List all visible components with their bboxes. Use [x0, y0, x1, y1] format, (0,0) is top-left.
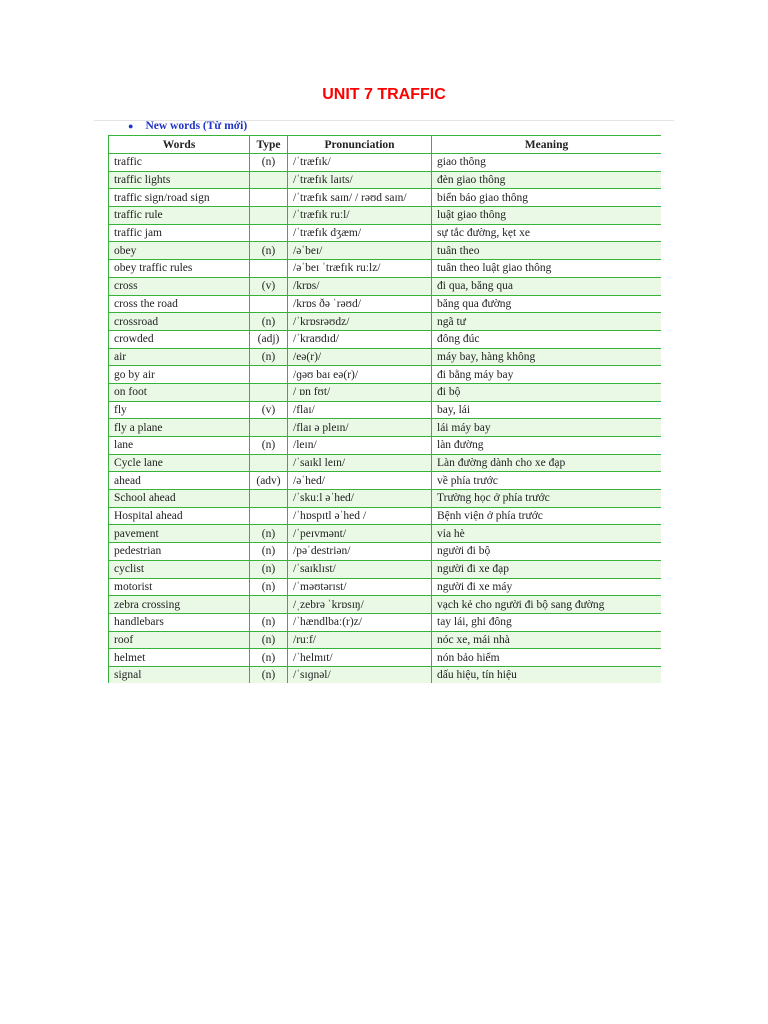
cell-type: (n) [250, 649, 288, 667]
table-row [109, 401, 662, 419]
cell-pronunciation: /ˈtræfɪk dʒæm/ [288, 224, 432, 242]
table-row [109, 437, 662, 455]
cell-pronunciation: /krɒs/ [288, 277, 432, 295]
cell-meaning: làn đường [432, 437, 662, 455]
header-words: Words [109, 136, 250, 154]
cell-word: helmet [109, 649, 250, 667]
cell-pronunciation: /ˈsɪɡnəl/ [288, 666, 432, 683]
cell-pronunciation: /ˈskuːl əˈhed/ [288, 490, 432, 508]
cell-type: (n) [250, 578, 288, 596]
cell-pronunciation: /pəˈdestriən/ [288, 543, 432, 561]
cell-word: pedestrian [109, 543, 250, 561]
table-row [109, 171, 662, 189]
cell-pronunciation: /ˈhɒspɪtl əˈhed / [288, 507, 432, 525]
cell-word: fly a plane [109, 419, 250, 437]
cell-type: (n) [250, 525, 288, 543]
cell-word: motorist [109, 578, 250, 596]
cell-meaning: về phía trước [432, 472, 662, 490]
table-row [109, 224, 662, 242]
header-type: Type [250, 136, 288, 154]
cell-type: (adj) [250, 330, 288, 348]
cell-meaning: đi bằng máy bay [432, 366, 662, 384]
cell-type: (n) [250, 560, 288, 578]
cell-pronunciation: /ˈhændlbaː(r)z/ [288, 613, 432, 631]
cell-type [250, 383, 288, 401]
cell-type: (n) [250, 313, 288, 331]
cell-meaning: người đi xe máy [432, 578, 662, 596]
cell-type: (v) [250, 401, 288, 419]
cell-word: signal [109, 666, 250, 683]
cell-meaning: luật giao thông [432, 207, 662, 225]
cell-word: crossroad [109, 313, 250, 331]
table-row [109, 596, 662, 614]
table-row [109, 649, 662, 667]
table-row [109, 154, 662, 172]
cell-type [250, 224, 288, 242]
table-row [109, 666, 662, 683]
cell-meaning: ngã tư [432, 313, 662, 331]
cell-pronunciation: /ɡəʊ baɪ eə(r)/ [288, 366, 432, 384]
table-body [109, 154, 662, 684]
cell-word: traffic sign/road sign [109, 189, 250, 207]
cell-word: Cycle lane [109, 454, 250, 472]
header-meaning: Meaning [432, 136, 662, 154]
cell-meaning: đi qua, băng qua [432, 277, 662, 295]
cell-type [250, 454, 288, 472]
cell-word: fly [109, 401, 250, 419]
cell-word: School ahead [109, 490, 250, 508]
cell-type: (n) [250, 242, 288, 260]
table-row [109, 383, 662, 401]
cell-meaning: sự tắc đường, kẹt xe [432, 224, 662, 242]
cell-type: (v) [250, 277, 288, 295]
cell-pronunciation: /eə(r)/ [288, 348, 432, 366]
table-row [109, 578, 662, 596]
cell-meaning: bay, lái [432, 401, 662, 419]
table-row [109, 560, 662, 578]
cell-word: cross [109, 277, 250, 295]
cell-meaning: nón bảo hiểm [432, 649, 662, 667]
cell-word: traffic lights [109, 171, 250, 189]
cell-meaning: Trường học ở phía trước [432, 490, 662, 508]
cell-pronunciation: /leɪn/ [288, 437, 432, 455]
table-row [109, 525, 662, 543]
table-row [109, 419, 662, 437]
table-header-row [109, 136, 662, 154]
cell-word: lane [109, 437, 250, 455]
cell-pronunciation: /ˈtræfɪk/ [288, 154, 432, 172]
cell-pronunciation: /əˈhed/ [288, 472, 432, 490]
cell-pronunciation: /flaɪ ə pleɪn/ [288, 419, 432, 437]
header-pronunciation: Pronunciation [288, 136, 432, 154]
cell-pronunciation: /krɒs ðə ˈrəʊd/ [288, 295, 432, 313]
cell-type [250, 596, 288, 614]
cell-pronunciation: /əˈbeɪ/ [288, 242, 432, 260]
cell-pronunciation: /ˈsaɪklɪst/ [288, 560, 432, 578]
table-row [109, 613, 662, 631]
cell-meaning: vỉa hè [432, 525, 662, 543]
cell-word: air [109, 348, 250, 366]
cell-word: obey [109, 242, 250, 260]
cell-type [250, 171, 288, 189]
cell-type: (n) [250, 154, 288, 172]
cell-pronunciation: /ˈkrɒsrəʊdz/ [288, 313, 432, 331]
cell-meaning: nóc xe, mái nhà [432, 631, 662, 649]
cell-pronunciation: /ˈhelmɪt/ [288, 649, 432, 667]
table-row [109, 277, 662, 295]
table-row [109, 543, 662, 561]
cell-word: crowded [109, 330, 250, 348]
cell-type: (n) [250, 631, 288, 649]
cell-type: (adv) [250, 472, 288, 490]
cell-meaning: giao thông [432, 154, 662, 172]
cell-meaning: vạch kẻ cho người đi bộ sang đường [432, 596, 662, 614]
table-row [109, 189, 662, 207]
cell-word: go by air [109, 366, 250, 384]
cell-pronunciation: /əˈbeɪ ˈtræfɪk ruːlz/ [288, 260, 432, 278]
cell-pronunciation: /ˈsaɪkl leɪn/ [288, 454, 432, 472]
cell-meaning: tay lái, ghi đông [432, 613, 662, 631]
cell-word: Hospital ahead [109, 507, 250, 525]
cell-meaning: đèn giao thông [432, 171, 662, 189]
cell-meaning: máy bay, hàng không [432, 348, 662, 366]
cell-meaning: Bệnh viện ở phía trước [432, 507, 662, 525]
table-row [109, 490, 662, 508]
cell-pronunciation: /flaɪ/ [288, 401, 432, 419]
cell-pronunciation: / ɒn fʊt/ [288, 383, 432, 401]
cell-meaning: người đi xe đạp [432, 560, 662, 578]
section-heading [128, 120, 247, 132]
cell-word: cyclist [109, 560, 250, 578]
cell-type: (n) [250, 543, 288, 561]
table-row [109, 348, 662, 366]
cell-meaning: tuân theo [432, 242, 662, 260]
table-row [109, 472, 662, 490]
cell-meaning: biển báo giao thông [432, 189, 662, 207]
cell-type [250, 366, 288, 384]
cell-meaning: dấu hiệu, tín hiệu [432, 666, 662, 683]
cell-word: traffic [109, 154, 250, 172]
cell-pronunciation: /ˈməʊtərɪst/ [288, 578, 432, 596]
cell-type [250, 207, 288, 225]
cell-pronunciation: /ˌzebrə ˈkrɒsɪŋ/ [288, 596, 432, 614]
vocabulary-table-container [108, 135, 661, 683]
cell-pronunciation: /ruːf/ [288, 631, 432, 649]
table-row [109, 631, 662, 649]
table-row [109, 366, 662, 384]
cell-type: (n) [250, 613, 288, 631]
cell-type [250, 490, 288, 508]
cell-meaning: lái máy bay [432, 419, 662, 437]
cell-word: roof [109, 631, 250, 649]
cell-type [250, 260, 288, 278]
cell-meaning: người đi bộ [432, 543, 662, 561]
cell-word: traffic jam [109, 224, 250, 242]
cell-type [250, 419, 288, 437]
table-row [109, 242, 662, 260]
cell-word: traffic rule [109, 207, 250, 225]
cell-word: cross the road [109, 295, 250, 313]
cell-pronunciation: /ˈtræfɪk laɪts/ [288, 171, 432, 189]
table-row [109, 507, 662, 525]
table-row [109, 313, 662, 331]
table-row [109, 454, 662, 472]
vocabulary-table [108, 135, 661, 683]
table-row [109, 260, 662, 278]
cell-type: (n) [250, 666, 288, 683]
cell-pronunciation: /ˈkraʊdɪd/ [288, 330, 432, 348]
cell-word: handlebars [109, 613, 250, 631]
cell-pronunciation: /ˈtræfɪk saɪn/ / rəʊd saɪn/ [288, 189, 432, 207]
cell-word: ahead [109, 472, 250, 490]
cell-word: zebra crossing [109, 596, 250, 614]
table-row [109, 330, 662, 348]
cell-pronunciation: /ˈpeɪvmənt/ [288, 525, 432, 543]
cell-type: (n) [250, 437, 288, 455]
cell-type [250, 189, 288, 207]
bullet-icon: ● [128, 121, 134, 131]
cell-meaning: Làn đường dành cho xe đạp [432, 454, 662, 472]
cell-pronunciation: /ˈtræfɪk ruːl/ [288, 207, 432, 225]
cell-word: on foot [109, 383, 250, 401]
cell-word: pavement [109, 525, 250, 543]
cell-meaning: băng qua đường [432, 295, 662, 313]
cell-word: obey traffic rules [109, 260, 250, 278]
page-title: UNIT 7 TRAFFIC [322, 86, 446, 103]
cell-meaning: đông đúc [432, 330, 662, 348]
cell-type [250, 295, 288, 313]
cell-type [250, 507, 288, 525]
table-row [109, 295, 662, 313]
table-row [109, 207, 662, 225]
cell-type: (n) [250, 348, 288, 366]
cell-meaning: tuân theo luật giao thông [432, 260, 662, 278]
cell-meaning: đi bộ [432, 383, 662, 401]
section-label: New words (Từ mới) [145, 120, 248, 132]
